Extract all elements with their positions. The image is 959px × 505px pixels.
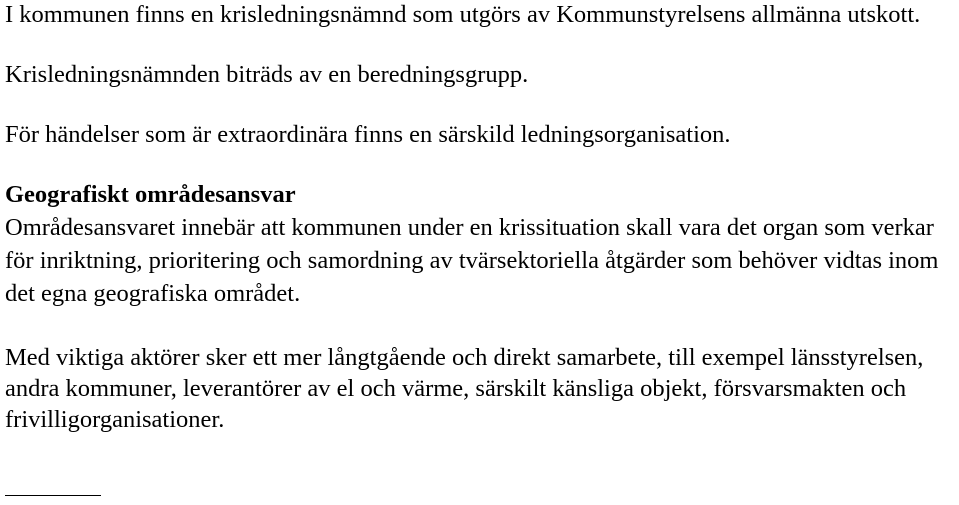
section-heading-geographic-responsibility: Geografiskt områdesansvar: [5, 181, 296, 208]
paragraph-preparation-group: Krisledningsnämnden biträds av en beredningsgrupp.: [5, 61, 529, 88]
footnote-separator-rule: [5, 495, 101, 496]
document-body: [5, 0, 955, 435]
paragraph-special-organisation: För händelser som är extraordinära finns en särskild ledningsorganisation.: [5, 121, 731, 148]
paragraph-area-responsibility: Områdesansvaret innebär att kommunen under en krissituation skall vara det organ som verkar för inriktning, prioritering och samordning av tvärsektoriella åtgärder som behöver vidtas inom det egna geografiska området.: [5, 214, 939, 307]
paragraph-crisis-board: I kommunen finns en krisledningsnämnd som utgörs av Kommunstyrelsens allmänna utskott.: [5, 1, 921, 28]
paragraph-key-actors: Med viktiga aktörer sker ett mer långtgående och direkt samarbete, till exempel länsstyrelsen, andra kommuner, leverantörer av el och värme, särskilt känsliga objekt, försvarsmakten och frivilligorganisationer.: [5, 344, 924, 433]
